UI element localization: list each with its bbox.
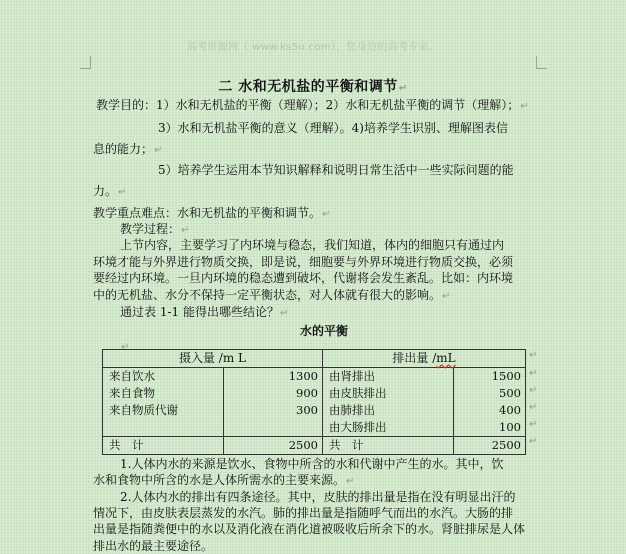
paragraph-line (93, 141, 162, 159)
output-name-cell: 由肾排出 (323, 368, 454, 386)
paragraph-mark-icon: ↵ (181, 225, 190, 236)
paragraph-line (93, 538, 213, 554)
intake-name-cell: 来自物质代谢 (103, 402, 224, 419)
line-text: 3）水和无机盐平衡的意义（理解）。4)培养学生识别、理解图表信 (158, 121, 508, 135)
document-title (0, 76, 626, 96)
margin-corner-right (536, 56, 547, 69)
line-text: 教学目的：1）水和无机盐的平衡（理解）；2）水和无机盐平衡的调节（理解）； (96, 98, 520, 112)
paragraph-line (93, 472, 354, 490)
row-mark-icon: ↵ (529, 436, 538, 447)
line-text: 水和食物中所含的水是人体所需水的主要来源。 (93, 473, 346, 487)
line-text: 力。 (93, 184, 118, 198)
line-text: 上节内容，主要学习了内环境与稳态，我们知道，体内的细胞只有通过内 (120, 238, 505, 252)
output-header-text: 排出量 / (392, 351, 437, 365)
line-text: 要经过内环境。一旦内环境的稳态遭到破坏，代谢将会发生紊乱。比如：内环境 (93, 271, 514, 285)
total-label-output: 共 计 (323, 437, 454, 455)
line-text: 中的无机盐、水分不保持一定平衡状态，对人体就有很大的影响。 (93, 288, 442, 302)
paragraph-mark-icon: ↵ (322, 209, 331, 220)
paragraph-mark-icon: ↵ (346, 476, 355, 487)
paragraph-mark-icon: ↵ (520, 101, 529, 112)
row-mark-icon: ↵ (529, 402, 538, 413)
line-text: 排出水的最主要途径。 (93, 539, 214, 553)
line-text: 通过表 1-1 能得出哪些结论？ (120, 305, 279, 319)
paragraph-mark-icon: ↵ (154, 145, 163, 156)
total-label-intake: 共 计 (103, 437, 224, 455)
output-value-cell: 500 (454, 385, 526, 402)
paragraph-line (93, 254, 513, 270)
paragraph-mark-icon: ↵ (442, 291, 451, 302)
margin-corner-left (80, 56, 91, 69)
paragraph-mark-icon: ↵ (279, 308, 289, 319)
line-text: 2.人体内水的排出有四条途径。其中，皮肤的排出量是指在没有明显出汗的 (120, 490, 516, 504)
row-mark-icon: ↵ (529, 419, 538, 430)
line-text: 教学重点难点：水和无机盐的平衡和调节。 (93, 206, 322, 220)
table-header-row (103, 350, 526, 368)
total-intake-value: 2500 (224, 437, 323, 455)
output-name-cell: 由肺排出 (323, 402, 454, 419)
row-mark-icon: ↵ (529, 385, 538, 396)
intake-header: 摄入量 /m L (103, 350, 323, 368)
paragraph-line (120, 304, 288, 322)
output-header-unit: mL (436, 351, 456, 365)
paragraph-mark-icon: ↵ (118, 187, 127, 198)
total-output-value: 2500 (454, 437, 526, 455)
paragraph-mark-icon: ↵ (398, 83, 408, 94)
line-text: 出量是指随粪便中的水以及消化液在消化道被吸收后所余下的水。肾脏排尿是人体 (93, 522, 526, 536)
header-watermark: 高考资源网（ www.ks5u.com），您身边的高考专家。 (186, 42, 440, 53)
intake-value-cell: 300 (224, 402, 323, 419)
paragraph-line (96, 97, 529, 115)
title-text: 二 水和无机盐的平衡和调节 (218, 79, 398, 95)
intake-name-cell: 来自食物 (103, 385, 224, 402)
paragraph-line (93, 270, 513, 286)
output-value-cell: 400 (454, 402, 526, 419)
line-text: 1.人体内水的来源是饮水、食物中所含的水和代谢中产生的水。其中，饮 (120, 457, 504, 471)
paragraph-line (93, 287, 450, 305)
paragraph-line (158, 162, 514, 178)
line-text: 环境才能与外界进行物质交换，即是说，细胞要与外界环境进行物质交换，必须 (93, 255, 514, 269)
line-text: 情况下，由皮肤表层蒸发的水汽。肺的排出量是指随呼气而出的水汽。大肠的排 (93, 506, 514, 520)
intake-value-cell (224, 419, 323, 437)
paragraph-mark-icon: ↵ (121, 342, 130, 353)
intake-value-cell: 1300 (224, 368, 323, 386)
table-row (103, 419, 526, 437)
table-total-row (103, 437, 526, 455)
row-mark-icon: ↵ (529, 350, 538, 361)
paragraph-line (120, 237, 504, 253)
output-value-cell: 100 (454, 419, 526, 437)
paragraph-line (158, 120, 508, 136)
line-text: 息的能力； (93, 142, 154, 156)
paragraph-line (120, 489, 515, 505)
paragraph-line (93, 505, 513, 521)
output-name-cell: 由皮肤排出 (323, 385, 454, 402)
paragraph-line (93, 183, 126, 201)
intake-name-cell: 来自饮水 (103, 368, 224, 386)
intake-value-cell: 900 (224, 385, 323, 402)
table-row (103, 368, 526, 386)
water-balance-table (102, 349, 526, 455)
table-caption: 水的平衡 (300, 324, 349, 338)
table-row (103, 385, 526, 402)
paragraph-line (93, 521, 525, 537)
output-name-cell: 由大肠排出 (323, 419, 454, 437)
paragraph-line (120, 456, 503, 472)
output-value-cell: 1500 (454, 368, 526, 386)
table-row (103, 402, 526, 419)
line-text: 教学过程： (120, 222, 181, 236)
line-text: 5）培养学生运用本节知识解释和说明日常生活中一些实际问题的能 (158, 163, 514, 177)
row-mark-icon: ↵ (529, 368, 538, 379)
intake-name-cell (103, 419, 224, 437)
output-header (323, 350, 526, 368)
